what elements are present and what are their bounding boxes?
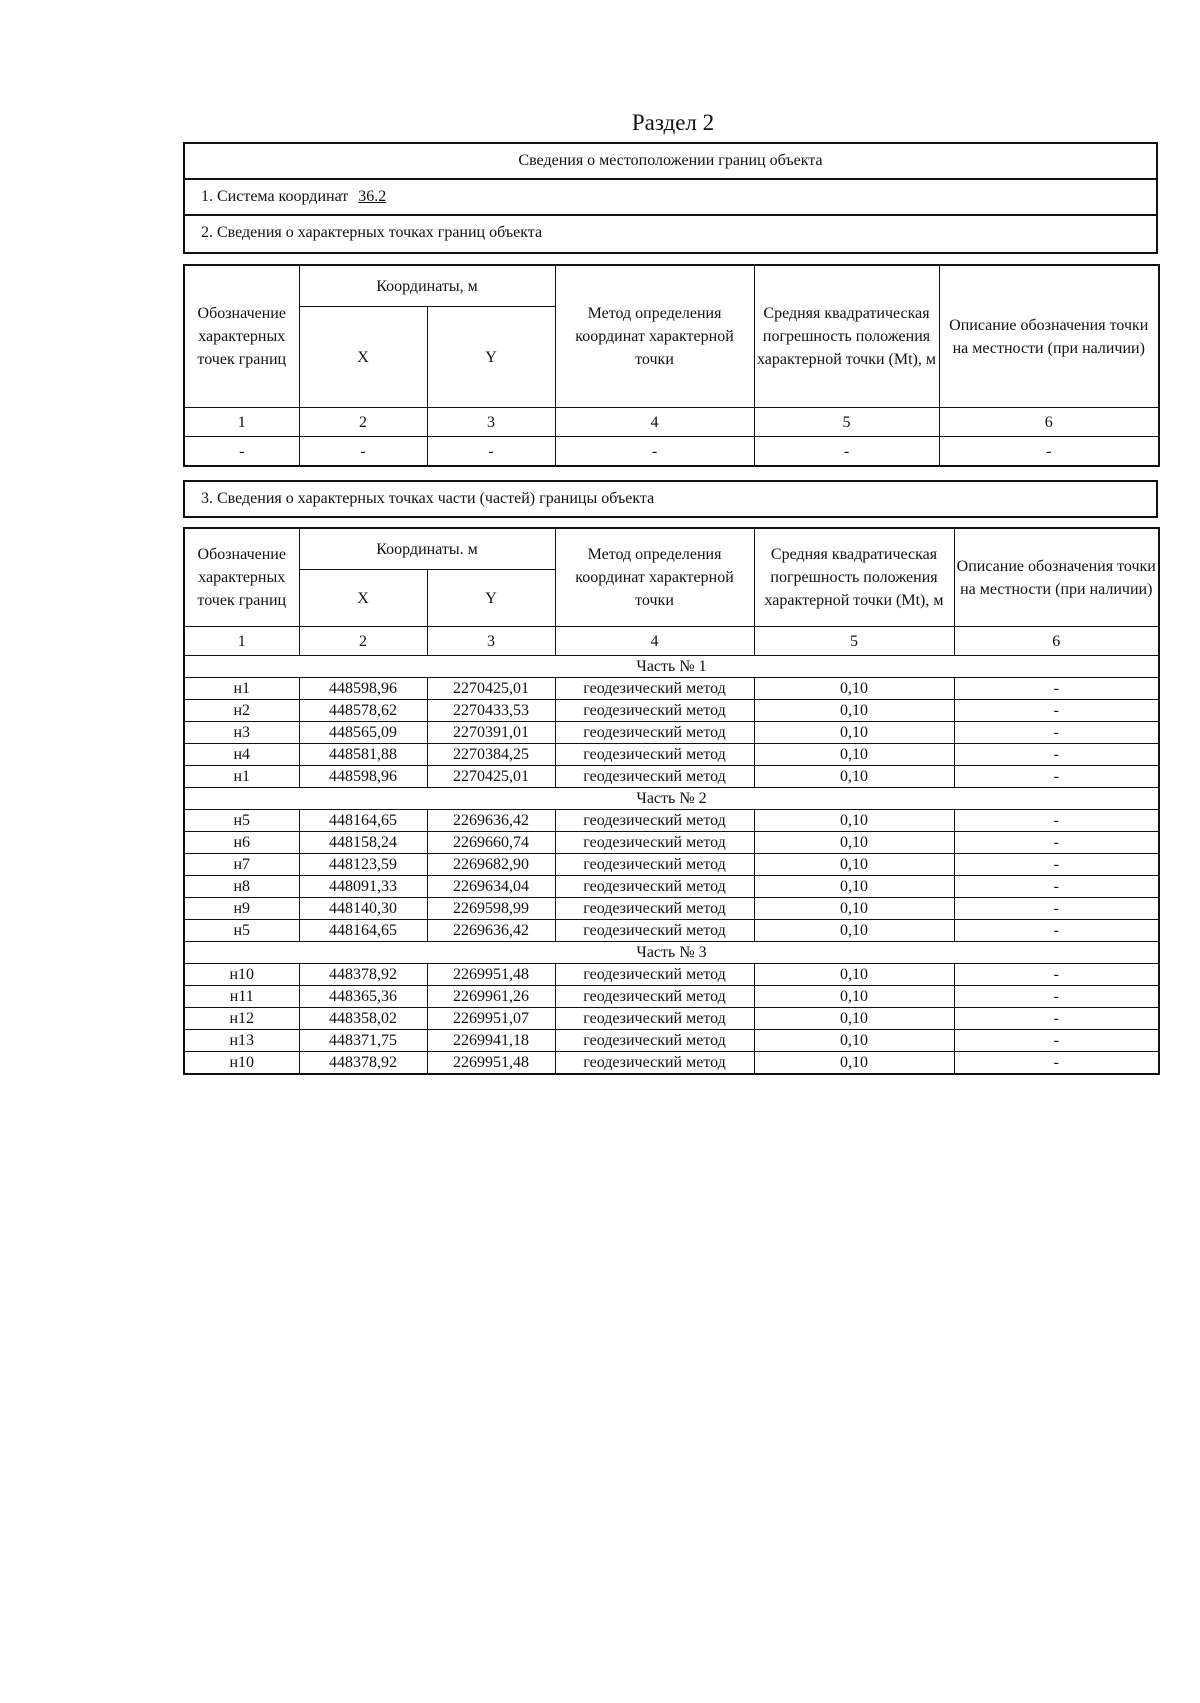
table-cell: 448581,88 [299,744,427,766]
table-row [184,1052,1159,1075]
column-number: 2 [299,627,427,656]
table-cell: 2269941,18 [427,1030,555,1052]
table-cell: - [954,986,1159,1008]
col-coords: Координаты, м [299,265,555,307]
table-row [184,766,1159,788]
table-cell: - [954,1008,1159,1030]
column-number: 2 [299,408,427,437]
col-x: X [299,307,427,408]
table-cell: 2270391,01 [427,722,555,744]
table-cell: 0,10 [754,964,954,986]
table-cell: геодезический метод [555,744,754,766]
table-cell: 0,10 [754,678,954,700]
table-cell: н6 [184,832,299,854]
table-cell: 0,10 [754,722,954,744]
table-cell: - [954,810,1159,832]
col-y: Y [427,307,555,408]
table-cell: геодезический метод [555,854,754,876]
table-cell: - [954,1030,1159,1052]
table-cell: 0,10 [754,986,954,1008]
table-cell: - [954,722,1159,744]
table-cell: н10 [184,1052,299,1075]
section-heading: Сведения о местоположении границ объекта [185,144,1156,180]
table-cell: н7 [184,854,299,876]
boundary-points-table [183,264,1160,467]
col-error: Средняя квадратическая погрешность положения характерной точки (Mt), м [754,528,954,627]
table-cell: - [954,1052,1159,1075]
table-cell: 2269951,48 [427,964,555,986]
table-row [184,700,1159,722]
table-row [184,1030,1159,1052]
table-cell: 0,10 [754,832,954,854]
table-row [184,722,1159,744]
table-cell: 2269660,74 [427,832,555,854]
table-cell: - [754,437,939,467]
table-cell: 2269634,04 [427,876,555,898]
table-cell: геодезический метод [555,1030,754,1052]
table-cell: 0,10 [754,898,954,920]
table-cell: 448164,65 [299,920,427,942]
column-numbers-row [184,627,1159,656]
table-cell: - [954,678,1159,700]
part-label: Часть № 2 [184,788,1159,810]
column-number: 5 [754,627,954,656]
table-cell: 448378,92 [299,1052,427,1075]
col-description: Описание обозначения точки на местности (при наличии) [939,265,1159,408]
table-cell: 0,10 [754,920,954,942]
table-cell: 2269598,99 [427,898,555,920]
table-row [184,437,1159,467]
part-label: Часть № 3 [184,942,1159,964]
table-cell: н5 [184,920,299,942]
table-cell: 448378,92 [299,964,427,986]
table-cell: геодезический метод [555,832,754,854]
table-cell: н11 [184,986,299,1008]
col-method: Метод определения координат характерной точки [555,265,754,408]
table-row [184,854,1159,876]
section-header-box [183,142,1158,254]
table-cell: 2270425,01 [427,678,555,700]
table-cell: - [954,832,1159,854]
table-cell: 0,10 [754,766,954,788]
table-cell: 448565,09 [299,722,427,744]
table-cell: 2270425,01 [427,766,555,788]
column-number: 4 [555,408,754,437]
table-cell: 2269636,42 [427,810,555,832]
table-cell: геодезический метод [555,898,754,920]
col-description: Описание обозначения точки на местности (при наличии) [954,528,1159,627]
table-cell: - [939,437,1159,467]
table-cell: 448598,96 [299,678,427,700]
table-cell: 2270384,25 [427,744,555,766]
column-number: 1 [184,408,299,437]
table-cell: геодезический метод [555,722,754,744]
table-cell: н5 [184,810,299,832]
table-cell: н2 [184,700,299,722]
table-cell: 448578,62 [299,700,427,722]
table-cell: 448164,65 [299,810,427,832]
table-row [184,920,1159,942]
part-header-row [184,656,1159,678]
page-title: Раздел 2 [631,110,715,135]
col-method: Метод определения координат характерной точки [555,528,754,627]
table-cell: н3 [184,722,299,744]
table-cell: 0,10 [754,854,954,876]
table-row [184,898,1159,920]
table-cell: геодезический метод [555,920,754,942]
col-y: Y [427,570,555,627]
table-row [184,744,1159,766]
table-cell: геодезический метод [555,700,754,722]
table-cell: - [427,437,555,467]
table-cell: 0,10 [754,1030,954,1052]
table-cell: 2269961,26 [427,986,555,1008]
table-cell: 448158,24 [299,832,427,854]
column-number: 6 [954,627,1159,656]
table-cell: геодезический метод [555,986,754,1008]
table-cell: - [954,766,1159,788]
table-cell: 0,10 [754,1052,954,1075]
table-cell: 448140,30 [299,898,427,920]
table-cell: - [954,854,1159,876]
col-error: Средняя квадратическая погрешность положения характерной точки (Mt), м [754,265,939,408]
col-coords: Координаты. м [299,528,555,570]
col-designation: Обозначение характерных точек границ [184,528,299,627]
table-cell: 2269682,90 [427,854,555,876]
table-cell: - [184,437,299,467]
column-number: 5 [754,408,939,437]
table-cell: 448091,33 [299,876,427,898]
table-cell: 448123,59 [299,854,427,876]
table-cell: геодезический метод [555,1008,754,1030]
part-points-heading: 3. Сведения о характерных точках части (частей) границы объекта [183,480,1158,518]
table-cell: 2270433,53 [427,700,555,722]
table-cell: геодезический метод [555,964,754,986]
column-number: 3 [427,408,555,437]
table-cell: 2269951,07 [427,1008,555,1030]
table-cell: - [954,744,1159,766]
table-cell: - [954,876,1159,898]
table-cell: н4 [184,744,299,766]
table-cell: н9 [184,898,299,920]
table-cell: 0,10 [754,876,954,898]
table-cell: 448358,02 [299,1008,427,1030]
table-cell: 0,10 [754,1008,954,1030]
table-cell: геодезический метод [555,876,754,898]
table-cell: геодезический метод [555,766,754,788]
points-heading: 2. Сведения о характерных точках границ объекта [201,224,543,241]
table-cell: н12 [184,1008,299,1030]
table-cell: - [954,898,1159,920]
table-cell: геодезический метод [555,678,754,700]
part-header-row [184,788,1159,810]
table-cell: геодезический метод [555,810,754,832]
table-cell: - [954,920,1159,942]
table-row [184,964,1159,986]
coordinate-system-value: 36.2 [358,188,387,205]
table-cell: н1 [184,766,299,788]
table-cell: - [954,964,1159,986]
column-number: 1 [184,627,299,656]
part-label: Часть № 1 [184,656,1159,678]
table-cell: 448598,96 [299,766,427,788]
table-cell: - [555,437,754,467]
table-cell: геодезический метод [555,1052,754,1075]
table-row [184,1008,1159,1030]
table-cell: - [954,700,1159,722]
col-designation: Обозначение характерных точек границ [184,265,299,408]
column-number: 3 [427,627,555,656]
coordinate-system-row [185,180,1156,216]
table-row [184,810,1159,832]
table-cell: н8 [184,876,299,898]
column-number: 6 [939,408,1159,437]
table-cell: н10 [184,964,299,986]
table-cell: н1 [184,678,299,700]
table-row [184,986,1159,1008]
table-row [184,832,1159,854]
table-cell: 2269636,42 [427,920,555,942]
column-numbers-row [184,408,1159,437]
table-cell: 0,10 [754,700,954,722]
table-row [184,876,1159,898]
coordinate-system-label: 1. Система координат [201,188,349,205]
table-cell: 0,10 [754,810,954,832]
part-points-table [183,527,1160,1075]
table-cell: 448371,75 [299,1030,427,1052]
column-number: 4 [555,627,754,656]
table-cell: 0,10 [754,744,954,766]
table-row [184,678,1159,700]
table-cell: 448365,36 [299,986,427,1008]
part-header-row [184,942,1159,964]
table-cell: 2269951,48 [427,1052,555,1075]
col-x: X [299,570,427,627]
table-cell: н13 [184,1030,299,1052]
table-cell: - [299,437,427,467]
